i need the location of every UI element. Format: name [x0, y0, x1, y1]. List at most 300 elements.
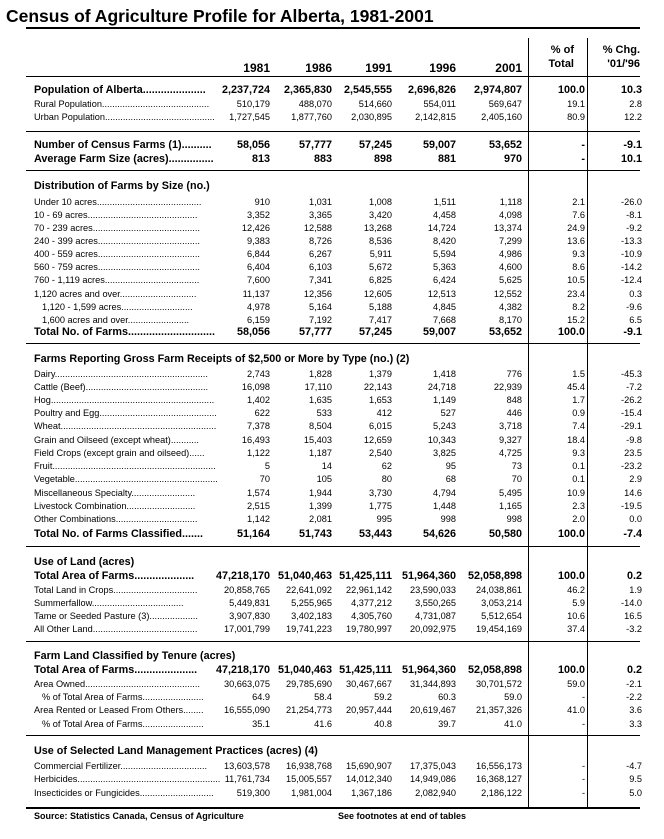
col-header-pct-total-2: Total: [548, 58, 574, 70]
footer-rule: [26, 807, 640, 809]
row-value: 59.0: [504, 692, 522, 702]
row-value: 13,603,578: [224, 761, 270, 771]
row-value: 7,668: [433, 315, 456, 325]
row-value: 0.0: [629, 514, 642, 524]
row-value: -: [581, 719, 585, 729]
row-label: Herbicides........................................................: [34, 774, 221, 784]
row-label: Commercial Fertilizer..................................: [34, 761, 208, 771]
row-value: 47,218,170: [215, 570, 270, 582]
row-value: -: [581, 692, 585, 702]
row-value: 6,844: [247, 249, 270, 259]
row-label: Fruit................................................................: [34, 461, 216, 471]
row-value: 12,659: [363, 435, 392, 445]
footnote-reference: See footnotes at end of tables: [338, 811, 467, 821]
row-value: 16,098: [241, 382, 270, 392]
row-value: 15.2: [567, 315, 585, 325]
row-value: 2,237,724: [221, 84, 270, 96]
row-value: 569,647: [488, 99, 522, 109]
row-value: 5,495: [499, 488, 522, 498]
col-header-1981: 1981: [243, 61, 270, 75]
row-value: 8,504: [309, 421, 332, 431]
row-value: 57,245: [358, 139, 392, 151]
section-heading-label: Farm Land Classified by Tenure (acres): [34, 650, 236, 662]
row-value: 12,588: [303, 223, 332, 233]
row-label: 400 - 559 acres........................................: [34, 249, 200, 259]
row-value: 10.6: [567, 611, 585, 621]
row-value: 9,383: [247, 236, 270, 246]
row-value: 0.2: [626, 664, 642, 676]
row-value: 0.1: [572, 461, 585, 471]
row-value: 2,405,160: [481, 112, 522, 122]
row-value: 8,726: [309, 236, 332, 246]
row-value: 412: [376, 408, 392, 418]
row-label: Under 10 acres.........................................: [34, 197, 202, 207]
title-rule: [26, 27, 640, 29]
row-value: -: [581, 788, 585, 798]
row-label: Poultry and Egg..............................................: [34, 408, 217, 418]
row-value: 51,164: [236, 528, 270, 540]
section-rule: [26, 641, 640, 642]
row-value: 59,007: [422, 326, 456, 338]
row-value: 995: [376, 514, 392, 524]
row-value: -19.5: [621, 501, 642, 511]
row-label: Rural Population..........................................: [34, 99, 210, 109]
row-label: Population of Alberta.....................: [34, 84, 206, 96]
row-value: 5.0: [629, 788, 642, 798]
table-row: [0, 513, 664, 525]
row-value: 2,030,895: [351, 112, 392, 122]
row-value: -9.2: [626, 223, 642, 233]
section-rule: [26, 735, 640, 736]
row-value: -12.4: [621, 275, 642, 285]
row-value: 6,404: [247, 262, 270, 272]
row-value: 3,352: [247, 210, 270, 220]
row-value: 622: [254, 408, 270, 418]
row-value: -: [581, 774, 585, 784]
row-value: 2,142,815: [415, 112, 456, 122]
row-value: 24,038,861: [476, 585, 522, 595]
row-value: 23,590,033: [410, 585, 456, 595]
row-value: 998: [506, 514, 522, 524]
table-row: [0, 623, 664, 635]
row-value: 12,513: [427, 289, 456, 299]
row-value: 100.0: [557, 570, 585, 582]
row-value: 10.5: [567, 275, 585, 285]
row-label: Wheat.............................................................: [34, 421, 217, 431]
row-value: 41.6: [314, 719, 332, 729]
row-label: All Other Land.........................................: [34, 624, 198, 634]
row-value: 1,187: [309, 448, 332, 458]
col-header-2001: 2001: [495, 61, 522, 75]
row-value: 100.0: [557, 528, 585, 540]
row-value: 8,420: [433, 236, 456, 246]
table-row: [0, 570, 664, 583]
row-value: 970: [503, 153, 522, 165]
table-row: [0, 528, 664, 541]
row-value: 6,825: [369, 275, 392, 285]
section-heading: [0, 556, 664, 569]
row-value: 2,081: [309, 514, 332, 524]
row-value: 22,143: [363, 382, 392, 392]
table-row: [0, 773, 664, 785]
section-heading: [0, 353, 664, 366]
row-value: 5,255,965: [291, 598, 332, 608]
section-heading-label: Distribution of Farms by Size (no.): [34, 180, 210, 192]
table-row: [0, 407, 664, 419]
row-value: 13,268: [363, 223, 392, 233]
row-value: -7.2: [626, 382, 642, 392]
row-value: -: [581, 153, 585, 165]
row-value: 70: [259, 474, 270, 484]
row-value: 2,186,122: [481, 788, 522, 798]
row-value: 2,540: [369, 448, 392, 458]
row-value: 3,730: [369, 488, 392, 498]
row-value: 1,981,004: [291, 788, 332, 798]
row-value: 22,961,142: [346, 585, 392, 595]
row-value: 54,626: [422, 528, 456, 540]
row-value: 1,008: [369, 197, 392, 207]
row-value: 527: [440, 408, 456, 418]
header-rule: [26, 76, 640, 77]
row-value: -2.2: [626, 692, 642, 702]
page-title: Census of Agriculture Profile for Alberta, 1981-2001: [6, 6, 434, 26]
row-label: Average Farm Size (acres)...............: [34, 153, 214, 165]
row-value: 3,365: [309, 210, 332, 220]
row-value: 2,082,940: [415, 788, 456, 798]
row-value: 1.9: [629, 585, 642, 595]
row-label: Total No. of Farms Classified.......: [34, 528, 203, 540]
row-value: 58,056: [236, 326, 270, 338]
row-value: 8,170: [499, 315, 522, 325]
source-note: Source: Statistics Canada, Census of Agriculture: [34, 811, 244, 821]
row-value: 21,357,326: [476, 705, 522, 715]
row-value: 19,741,223: [286, 624, 332, 634]
table-row: [0, 288, 664, 300]
row-value: 898: [373, 153, 392, 165]
row-value: 3,825: [433, 448, 456, 458]
row-value: -10.9: [621, 249, 642, 259]
row-value: 3,420: [369, 210, 392, 220]
row-value: -2.1: [626, 679, 642, 689]
row-value: -7.4: [623, 528, 642, 540]
row-value: 37.4: [567, 624, 585, 634]
row-value: 40.8: [374, 719, 392, 729]
row-label: Dairy............................................................: [34, 369, 208, 379]
table-row: [0, 664, 664, 677]
row-value: 514,660: [358, 99, 392, 109]
table-row: [0, 111, 664, 123]
row-value: 16.5: [624, 611, 642, 621]
row-value: -9.1: [623, 139, 642, 151]
row-value: 2,365,830: [283, 84, 332, 96]
row-value: 7,192: [309, 315, 332, 325]
row-value: 3,402,183: [291, 611, 332, 621]
row-value: 776: [506, 369, 522, 379]
row-label: 560 - 759 acres........................................: [34, 262, 200, 272]
row-value: 510,179: [236, 99, 270, 109]
row-value: 7,378: [247, 421, 270, 431]
row-value: 813: [251, 153, 270, 165]
col-header-1991: 1991: [365, 61, 392, 75]
row-value: 2,743: [247, 369, 270, 379]
row-value: 14.6: [624, 488, 642, 498]
row-value: 998: [440, 514, 456, 524]
table-row: [0, 434, 664, 446]
table-row: [0, 98, 664, 110]
row-value: 5,911: [369, 249, 392, 259]
row-value: -9.6: [626, 302, 642, 312]
row-value: 10,343: [427, 435, 456, 445]
row-value: 2.1: [572, 197, 585, 207]
row-value: 20,957,444: [346, 705, 392, 715]
section-rule: [26, 131, 640, 132]
row-value: 4,458: [433, 210, 456, 220]
row-value: -9.1: [623, 326, 642, 338]
row-value: 1,122: [247, 448, 270, 458]
row-value: 5: [264, 461, 270, 471]
table-row: [0, 500, 664, 512]
col-header-pct-total-1: % of: [550, 44, 574, 56]
row-value: 30,663,075: [224, 679, 270, 689]
row-value: 10.3: [620, 84, 642, 96]
row-value: 5,512,654: [481, 611, 522, 621]
row-value: 0.2: [626, 570, 642, 582]
row-value: -15.4: [621, 408, 642, 418]
row-value: 105: [316, 474, 332, 484]
row-value: 12.2: [624, 112, 642, 122]
row-value: 2.3: [572, 501, 585, 511]
row-value: 1,574: [247, 488, 270, 498]
table-row: [0, 326, 664, 339]
row-value: 5,672: [369, 262, 392, 272]
row-value: 5,625: [499, 275, 522, 285]
row-value: 45.4: [567, 382, 585, 392]
row-value: 0.3: [629, 289, 642, 299]
row-value: 533: [316, 408, 332, 418]
row-value: 7,417: [369, 315, 392, 325]
table-row: [0, 209, 664, 221]
row-value: 4,725: [499, 448, 522, 458]
row-value: 19,780,997: [346, 624, 392, 634]
row-value: 6,103: [309, 262, 332, 272]
row-value: 14,724: [427, 223, 456, 233]
row-value: 4,098: [499, 210, 522, 220]
row-value: -: [581, 761, 585, 771]
row-value: 10.9: [567, 488, 585, 498]
section-rule: [26, 343, 640, 344]
row-value: 22,939: [493, 382, 522, 392]
row-label: Urban Population...........................................: [34, 112, 215, 122]
table-row: [0, 84, 664, 97]
row-label: Grain and Oilseed (except wheat)...........: [34, 435, 199, 445]
row-value: 2.9: [629, 474, 642, 484]
row-label: Total Area of Farms.....................: [34, 664, 198, 676]
row-value: 51,040,463: [277, 664, 332, 676]
row-value: 30,701,572: [476, 679, 522, 689]
row-value: 5,188: [369, 302, 392, 312]
row-value: 519,300: [236, 788, 270, 798]
row-value: -: [581, 139, 585, 151]
row-label: 760 - 1,119 acres.....................................: [34, 275, 200, 285]
row-value: 23.4: [567, 289, 585, 299]
row-value: 17,110: [304, 382, 332, 392]
row-value: 24.9: [567, 223, 585, 233]
row-value: 59.2: [374, 692, 392, 702]
row-value: 1,149: [433, 395, 456, 405]
row-label: Summerfallow....................................: [34, 598, 184, 608]
row-value: 64.9: [252, 692, 270, 702]
table-row: [0, 447, 664, 459]
row-value: 80.9: [567, 112, 585, 122]
row-value: 1,367,186: [351, 788, 392, 798]
row-value: 1,418: [433, 369, 456, 379]
row-value: 6,015: [369, 421, 392, 431]
row-value: 19.1: [567, 99, 585, 109]
table-row: [0, 704, 664, 716]
table-row: [0, 678, 664, 690]
row-value: 59.0: [567, 679, 585, 689]
row-value: 39.7: [438, 719, 456, 729]
row-value: 554,011: [423, 99, 456, 109]
row-value: 11,137: [242, 289, 270, 299]
row-value: 41.0: [567, 705, 585, 715]
row-value: 848: [506, 395, 522, 405]
row-value: 51,425,111: [339, 570, 392, 582]
row-value: 21,254,773: [286, 705, 332, 715]
row-value: 68: [445, 474, 456, 484]
row-value: 19,454,169: [476, 624, 522, 634]
row-value: 14: [321, 461, 332, 471]
row-value: 12,605: [363, 289, 392, 299]
row-value: 51,743: [298, 528, 332, 540]
row-value: 11,761,734: [224, 774, 270, 784]
row-value: 883: [313, 153, 332, 165]
row-value: 3,550,265: [415, 598, 456, 608]
row-value: 70: [511, 474, 522, 484]
row-value: 58,056: [236, 139, 270, 151]
row-value: 15,005,557: [286, 774, 332, 784]
row-label: Total Area of Farms....................: [34, 570, 195, 582]
row-value: 0.1: [572, 474, 585, 484]
table-row: [0, 691, 664, 703]
row-value: 1,142: [247, 514, 270, 524]
table-row: [0, 222, 664, 234]
table-row: [0, 381, 664, 393]
row-value: 29,785,690: [286, 679, 332, 689]
row-value: 20,619,467: [410, 705, 456, 715]
row-value: 14,012,340: [346, 774, 392, 784]
table-row: [0, 274, 664, 286]
row-value: 1,379: [369, 369, 392, 379]
row-value: 1.7: [572, 395, 585, 405]
row-value: -14.2: [621, 262, 642, 272]
table-row: [0, 760, 664, 772]
row-value: 446: [506, 408, 522, 418]
row-value: 910: [254, 197, 270, 207]
row-value: 8.6: [572, 262, 585, 272]
row-value: 6,267: [309, 249, 332, 259]
row-value: 3,907,830: [229, 611, 270, 621]
row-value: 52,058,898: [467, 570, 522, 582]
row-value: 7.6: [572, 210, 585, 220]
row-value: 3.3: [629, 719, 642, 729]
row-value: 58.4: [314, 692, 332, 702]
row-value: 4,600: [499, 262, 522, 272]
row-value: 488,070: [298, 99, 332, 109]
row-value: 1,031: [309, 197, 332, 207]
section-heading: [0, 745, 664, 758]
row-value: 14,949,086: [410, 774, 456, 784]
row-value: 4,986: [499, 249, 522, 259]
row-value: -14.0: [621, 598, 642, 608]
row-value: 1,828: [309, 369, 332, 379]
table-row: [0, 196, 664, 208]
row-value: 6,424: [433, 275, 456, 285]
row-value: 9.3: [572, 249, 585, 259]
row-label: Area Rented or Leased From Others........: [34, 705, 204, 715]
table-row: [0, 420, 664, 432]
row-value: 20,092,975: [410, 624, 456, 634]
col-header-pct-chg-2: '01/'96: [607, 58, 640, 70]
table-row: [0, 153, 664, 166]
row-value: 95: [445, 461, 456, 471]
row-value: -26.2: [621, 395, 642, 405]
row-value: 6.5: [629, 315, 642, 325]
row-value: 4,978: [247, 302, 270, 312]
row-value: 9,327: [499, 435, 522, 445]
row-value: 1,402: [247, 395, 270, 405]
row-value: 30,467,667: [346, 679, 392, 689]
row-value: 7,600: [247, 275, 270, 285]
row-value: 1,165: [499, 501, 522, 511]
row-label: Total Land in Crops.................................: [34, 585, 198, 595]
row-value: 24,718: [427, 382, 456, 392]
row-label: 240 - 399 acres........................................: [34, 236, 200, 246]
row-value: 17,001,799: [224, 624, 270, 634]
row-value: 23.5: [624, 448, 642, 458]
table-row: [0, 368, 664, 380]
row-value: 5,243: [433, 421, 456, 431]
table-row: [0, 473, 664, 485]
table-row: [0, 139, 664, 152]
row-value: -29.1: [621, 421, 642, 431]
row-value: -3.2: [626, 624, 642, 634]
row-value: 50,580: [488, 528, 522, 540]
row-value: 73: [511, 461, 522, 471]
row-value: 5,594: [433, 249, 456, 259]
row-label: Tame or Seeded Pasture (3)...................: [34, 611, 198, 621]
row-value: 16,556,173: [476, 761, 522, 771]
row-label: 1,120 - 1,599 acres............................: [42, 302, 193, 312]
row-value: 4,377,212: [351, 598, 392, 608]
row-label: Cattle (Beef)................................................: [34, 382, 209, 392]
row-value: 0.9: [572, 408, 585, 418]
row-value: 12,552: [493, 289, 522, 299]
row-value: 47,218,170: [215, 664, 270, 676]
row-value: 51,040,463: [277, 570, 332, 582]
row-value: 2,974,807: [473, 84, 522, 96]
row-value: 4,382: [499, 302, 522, 312]
row-value: 80: [381, 474, 392, 484]
row-value: 4,845: [433, 302, 456, 312]
row-value: 16,938,768: [286, 761, 332, 771]
row-value: 41.0: [504, 719, 522, 729]
row-value: -45.3: [621, 369, 642, 379]
row-value: 5,449,831: [229, 598, 270, 608]
row-label: 1,120 acres and over..............................: [34, 289, 197, 299]
row-label: Miscellaneous Specialty.........................: [34, 488, 196, 498]
row-value: 100.0: [557, 664, 585, 676]
